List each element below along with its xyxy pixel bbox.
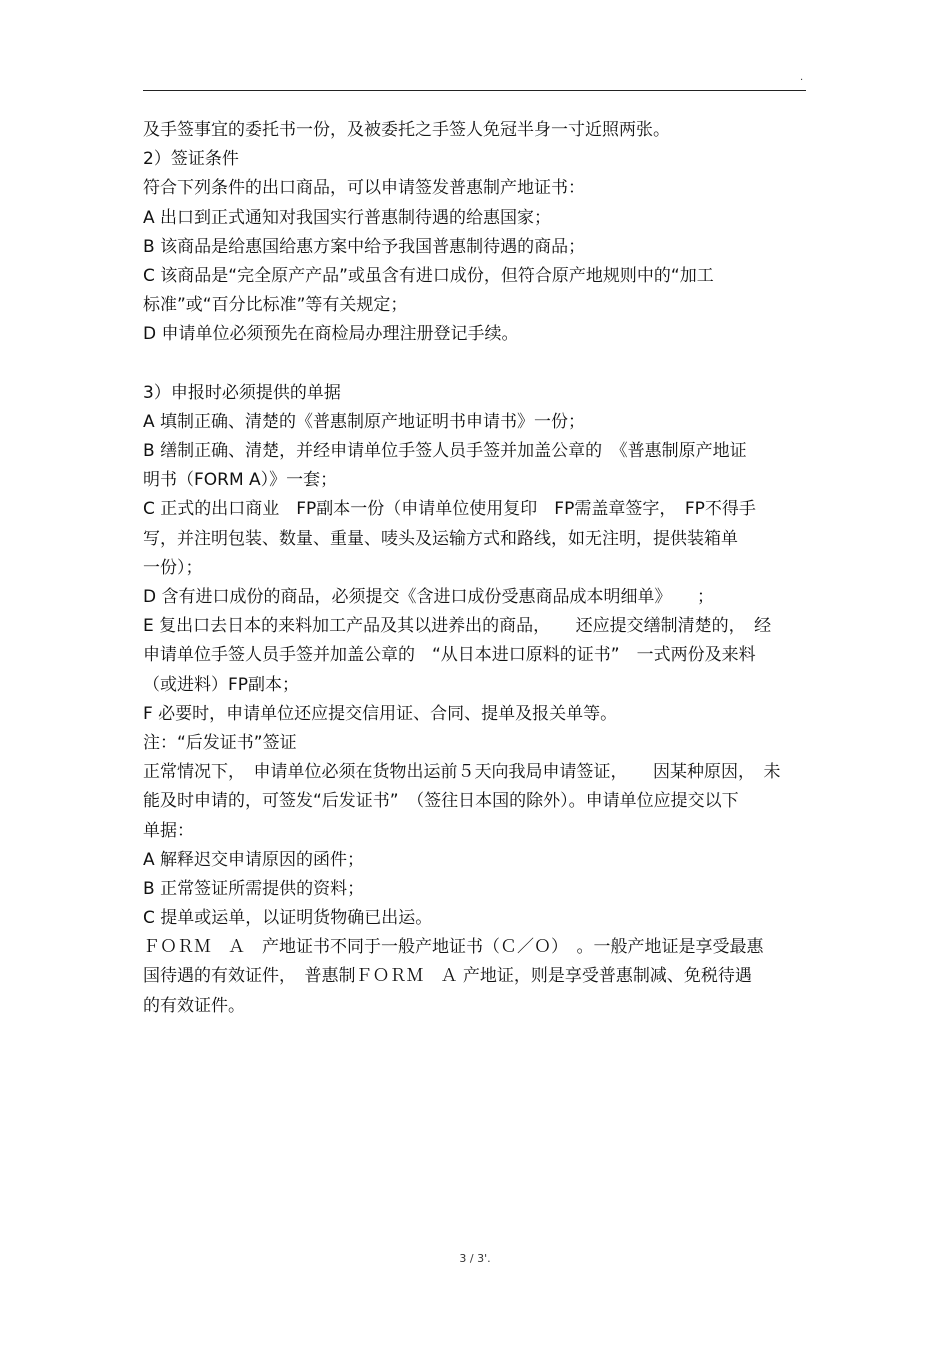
text-line: ＦＯＲＭ Ａ 产地证书不同于一般产地证书（Ｃ／Ｏ） 。一般产地证是享受最惠	[143, 937, 764, 958]
list-item: A 填制正确、清楚的《普惠制原产地证明书申请书》一份；	[143, 411, 586, 432]
section-heading: 2）签证条件	[143, 149, 239, 170]
text-line: 明书（FORM A）》一套；	[143, 470, 338, 491]
list-item: D 含有进口成份的商品，必须提交《含进口成份受惠商品成本明细单》 ；	[143, 587, 714, 607]
text-line: 写，并注明包装、数量、重量、唛头及运输方式和路线，如无注明，提供装箱单	[143, 528, 738, 549]
text-line: 国待遇的有效证件， 普惠制ＦＯＲＭ Ａ 产地证，则是享受普惠制减、免税待遇	[143, 966, 752, 987]
list-item: C 正式的出口商业 FP副本一份（申请单位使用复印 FP需盖章签字， FP不得手	[143, 499, 756, 520]
list-item: C 该商品是“完全原产产品”或虽含有进口成份，但符合原产地规则中的“加工	[143, 265, 714, 286]
list-item: E 复出口去日本的来料加工产品及其以进养出的商品， 还应提交缮制清楚的， 经	[143, 616, 772, 637]
list-item: A 出口到正式通知对我国实行普惠制待遇的给惠国家；	[143, 207, 552, 228]
page-number: 3 / 3'.	[459, 1252, 491, 1265]
section-heading: 3）申报时必须提供的单据	[143, 382, 341, 403]
text-line: 符合下列条件的出口商品，可以申请签发普惠制产地证书：	[143, 178, 585, 199]
paragraph-gap	[143, 350, 809, 379]
list-item: F 必要时，申请单位还应提交信用证、合同、提单及报关单等。	[143, 703, 618, 724]
list-item: B 缮制正确、清楚，并经申请单位手签人员手签并加盖公章的 《普惠制原产地证	[143, 441, 747, 462]
text-line: 能及时申请的，可签发“后发证书” （签往日本国的除外）。申请单位应提交以下	[143, 791, 739, 812]
list-item: C 提单或运单，以证明货物确已出运。	[143, 908, 433, 929]
text-line: 的有效证件。	[143, 995, 245, 1016]
header-rule	[143, 90, 806, 91]
text-line: （或进料）FP副本；	[143, 674, 300, 695]
document-body	[143, 116, 809, 1021]
text-line: 标准”或“百分比标准”等有关规定；	[143, 295, 408, 316]
list-item: A 解释迟交申请原因的函件；	[143, 849, 365, 870]
text-line: 及手签事宜的委托书一份，及被委托之手签人免冠半身一寸近照两张。	[143, 120, 670, 140]
list-item: B 该商品是给惠国给惠方案中给予我国普惠制待遇的商品；	[143, 236, 586, 257]
note-heading: 注：“后发证书”签证	[143, 732, 297, 753]
list-item: D 申请单位必须预先在商检局办理注册登记手续。	[143, 324, 519, 345]
text-line: 一份）；	[143, 557, 203, 578]
list-item: B 正常签证所需提供的资料；	[143, 878, 365, 899]
text-line: 申请单位手签人员手签并加盖公章的 “从日本进口原料的证书” 一式两份及来料	[143, 645, 756, 666]
header-mark: .	[800, 72, 804, 83]
text-line: 正常情况下， 申请单位必须在货物出运前５天向我局申请签证， 因某种原因， 未	[143, 762, 781, 783]
text-line: 单据：	[143, 820, 194, 841]
